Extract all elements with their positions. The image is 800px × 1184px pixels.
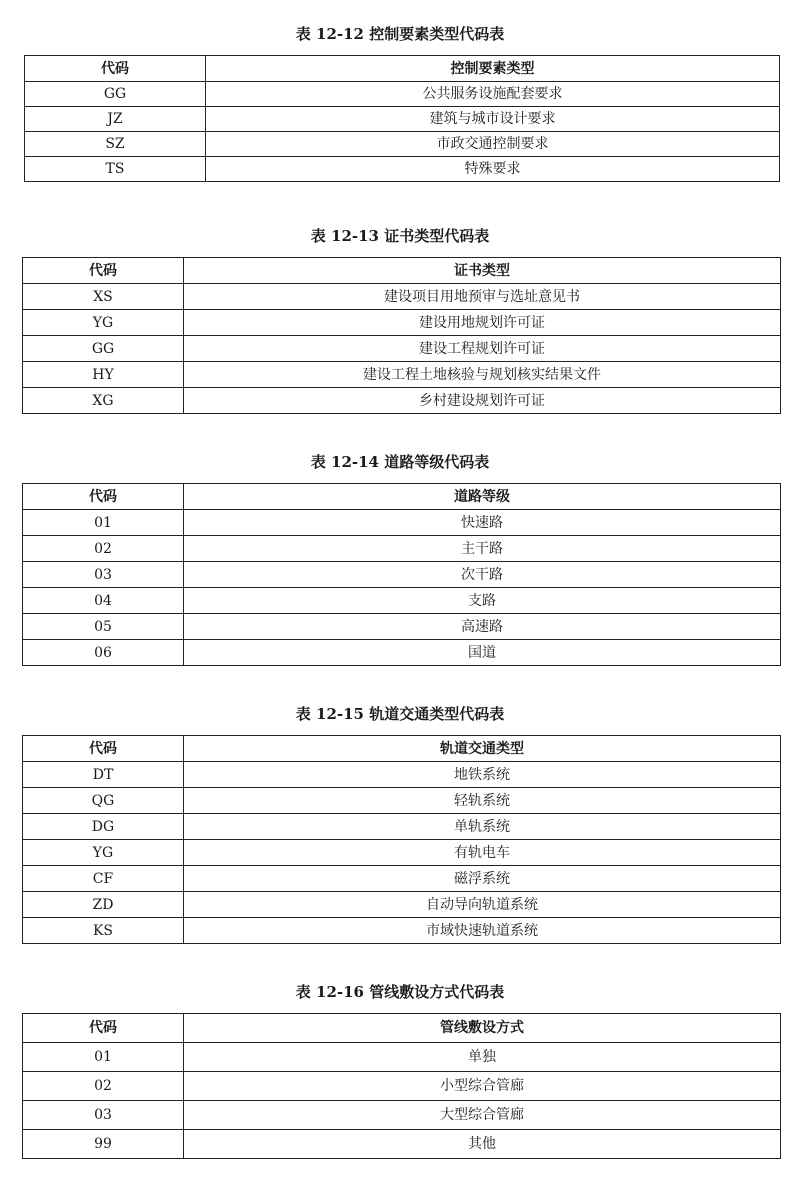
cell-name: 轻轨系统 xyxy=(184,788,781,814)
table-caption-12-16: 表 12-16 管线敷设方式代码表 xyxy=(295,983,505,1001)
table-row xyxy=(23,536,781,562)
cell-code: DG xyxy=(23,814,184,840)
table-row xyxy=(23,1101,781,1130)
cell-name: 单轨系统 xyxy=(184,814,781,840)
cell-code: JZ xyxy=(25,107,206,132)
cell-code: 05 xyxy=(23,614,184,640)
cell-name: 建设用地规划许可证 xyxy=(184,310,781,336)
cell-code: 03 xyxy=(23,562,184,588)
cell-code: TS xyxy=(25,157,206,182)
cell-name: 单独 xyxy=(184,1043,781,1072)
cell-name: 支路 xyxy=(184,588,781,614)
table-header-row xyxy=(23,736,781,762)
cell-code: XS xyxy=(23,284,184,310)
table-row xyxy=(23,814,781,840)
cell-name: 主干路 xyxy=(184,536,781,562)
cell-code: GG xyxy=(23,336,184,362)
cell-name: 磁浮系统 xyxy=(184,866,781,892)
cell-code: GG xyxy=(25,82,206,107)
cell-code: KS xyxy=(23,918,184,944)
table-row xyxy=(23,310,781,336)
cell-name: 自动导向轨道系统 xyxy=(184,892,781,918)
cell-name: 特殊要求 xyxy=(206,157,780,182)
cell-code: YG xyxy=(23,840,184,866)
cell-name: 小型综合管廊 xyxy=(184,1072,781,1101)
table-row xyxy=(23,614,781,640)
cell-code: YG xyxy=(23,310,184,336)
cell-code: DT xyxy=(23,762,184,788)
cell-name: 建设工程规划许可证 xyxy=(184,336,781,362)
table-caption-12-12: 表 12-12 控制要素类型代码表 xyxy=(295,25,505,43)
cell-name: 地铁系统 xyxy=(184,762,781,788)
cell-name: 公共服务设施配套要求 xyxy=(206,82,780,107)
cell-name: 乡村建设规划许可证 xyxy=(184,388,781,414)
header-type: 证书类型 xyxy=(184,258,781,284)
table-row xyxy=(23,918,781,944)
table-row xyxy=(23,762,781,788)
header-type: 道路等级 xyxy=(184,484,781,510)
header-code: 代码 xyxy=(23,1014,184,1043)
cell-code: XG xyxy=(23,388,184,414)
cell-name: 大型综合管廊 xyxy=(184,1101,781,1130)
header-type: 管线敷设方式 xyxy=(184,1014,781,1043)
table-row xyxy=(23,640,781,666)
cell-name: 高速路 xyxy=(184,614,781,640)
table-header-row xyxy=(23,258,781,284)
header-type: 轨道交通类型 xyxy=(184,736,781,762)
table-row xyxy=(23,1130,781,1159)
table-row xyxy=(25,132,780,157)
table-row xyxy=(23,362,781,388)
table-row xyxy=(23,336,781,362)
table-row xyxy=(23,1043,781,1072)
table-row xyxy=(23,1072,781,1101)
header-code: 代码 xyxy=(25,56,206,82)
code-table-12-12 xyxy=(24,55,780,182)
table-row xyxy=(23,562,781,588)
header-code: 代码 xyxy=(23,258,184,284)
code-table-12-16 xyxy=(22,1013,781,1159)
cell-name: 市域快速轨道系统 xyxy=(184,918,781,944)
table-row xyxy=(23,892,781,918)
cell-code: QG xyxy=(23,788,184,814)
table-header-row xyxy=(23,484,781,510)
table-caption-12-15: 表 12-15 轨道交通类型代码表 xyxy=(295,705,505,723)
cell-name: 国道 xyxy=(184,640,781,666)
table-row xyxy=(23,588,781,614)
table-row xyxy=(25,107,780,132)
table-row xyxy=(23,840,781,866)
cell-name: 次干路 xyxy=(184,562,781,588)
table-caption-12-14: 表 12-14 道路等级代码表 xyxy=(310,453,490,471)
header-code: 代码 xyxy=(23,736,184,762)
cell-code: 06 xyxy=(23,640,184,666)
cell-code: HY xyxy=(23,362,184,388)
cell-name: 其他 xyxy=(184,1130,781,1159)
table-row xyxy=(25,82,780,107)
cell-name: 建筑与城市设计要求 xyxy=(206,107,780,132)
table-row xyxy=(23,510,781,536)
cell-name: 市政交通控制要求 xyxy=(206,132,780,157)
table-row xyxy=(23,388,781,414)
cell-code: 99 xyxy=(23,1130,184,1159)
cell-name: 建设项目用地预审与选址意见书 xyxy=(184,284,781,310)
cell-code: 04 xyxy=(23,588,184,614)
cell-code: 01 xyxy=(23,510,184,536)
cell-name: 有轨电车 xyxy=(184,840,781,866)
cell-name: 快速路 xyxy=(184,510,781,536)
table-row xyxy=(25,157,780,182)
cell-code: SZ xyxy=(25,132,206,157)
cell-code: ZD xyxy=(23,892,184,918)
table-row xyxy=(23,866,781,892)
table-caption-12-13: 表 12-13 证书类型代码表 xyxy=(310,227,490,245)
cell-code: 02 xyxy=(23,1072,184,1101)
table-header-row xyxy=(23,1014,781,1043)
table-header-row xyxy=(25,56,780,82)
cell-name: 建设工程土地核验与规划核实结果文件 xyxy=(184,362,781,388)
cell-code: 02 xyxy=(23,536,184,562)
header-code: 代码 xyxy=(23,484,184,510)
table-row xyxy=(23,788,781,814)
cell-code: 01 xyxy=(23,1043,184,1072)
code-table-12-15 xyxy=(22,735,781,944)
code-table-12-14 xyxy=(22,483,781,666)
code-table-12-13 xyxy=(22,257,781,414)
table-row xyxy=(23,284,781,310)
header-type: 控制要素类型 xyxy=(206,56,780,82)
cell-code: CF xyxy=(23,866,184,892)
cell-code: 03 xyxy=(23,1101,184,1130)
